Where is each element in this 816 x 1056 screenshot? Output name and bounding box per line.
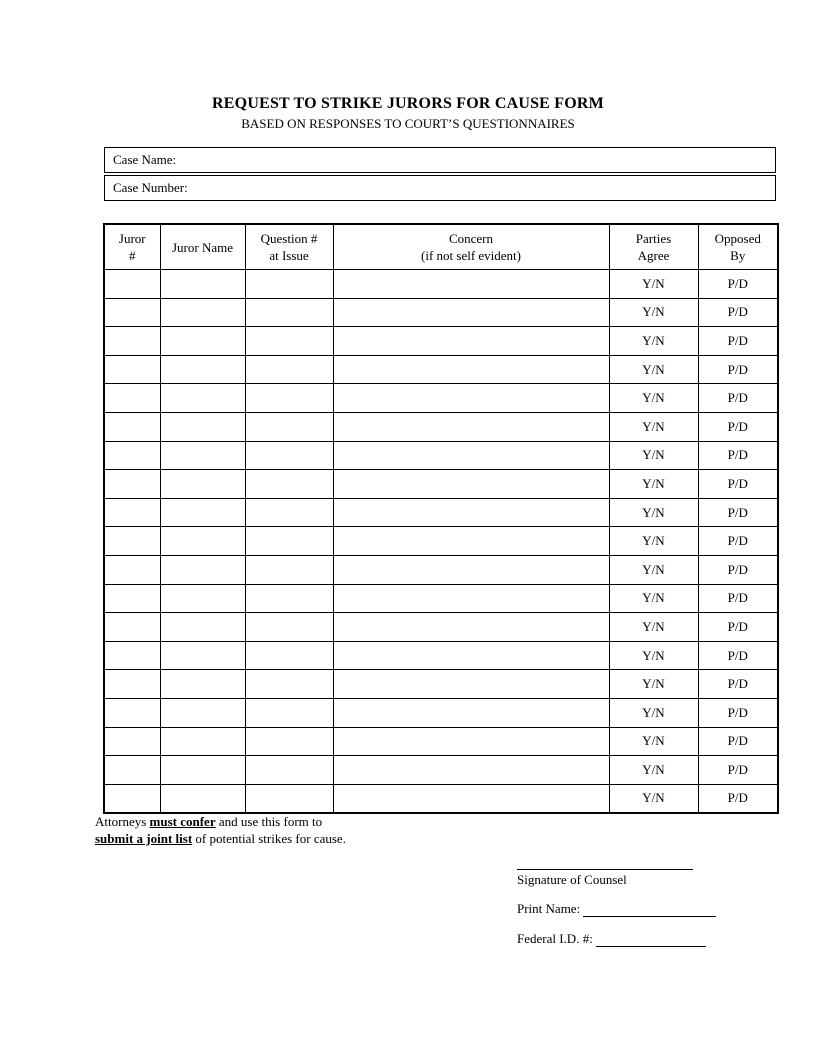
cell-concern xyxy=(333,412,609,441)
cell-concern xyxy=(333,441,609,470)
cell-opposed-by: P/D xyxy=(698,527,778,556)
table-row xyxy=(104,527,778,556)
cell-parties-agree: Y/N xyxy=(609,470,698,499)
table-header-row xyxy=(104,224,778,270)
cell-concern xyxy=(333,355,609,384)
col-header-concern: Concern (if not self evident) xyxy=(333,224,609,270)
table-row xyxy=(104,756,778,785)
cell-concern xyxy=(333,584,609,613)
cell-opposed-by: P/D xyxy=(698,555,778,584)
cell-parties-agree: Y/N xyxy=(609,613,698,642)
cell-juror-number xyxy=(104,441,160,470)
table-row xyxy=(104,270,778,299)
cell-concern xyxy=(333,727,609,756)
col-header-juror-name: Juror Name xyxy=(160,224,245,270)
cell-concern xyxy=(333,327,609,356)
cell-juror-number xyxy=(104,756,160,785)
cell-opposed-by: P/D xyxy=(698,270,778,299)
cell-question-at-issue xyxy=(245,384,333,413)
note-must-confer: must confer xyxy=(149,814,216,829)
cell-concern xyxy=(333,270,609,299)
juror-table-body xyxy=(104,270,778,814)
page-subtitle: BASED ON RESPONSES TO COURT’S QUESTIONNAIRES xyxy=(241,116,575,131)
cell-opposed-by: P/D xyxy=(698,412,778,441)
cell-juror-name xyxy=(160,555,245,584)
cell-concern xyxy=(333,756,609,785)
cell-juror-name xyxy=(160,756,245,785)
cell-juror-name xyxy=(160,298,245,327)
table-row xyxy=(104,412,778,441)
cell-juror-number xyxy=(104,470,160,499)
cell-parties-agree: Y/N xyxy=(609,756,698,785)
table-row xyxy=(104,670,778,699)
case-name-field xyxy=(104,147,776,173)
table-row xyxy=(104,698,778,727)
cell-juror-number xyxy=(104,555,160,584)
signature-line xyxy=(517,856,693,870)
case-name-label: Case Name: xyxy=(113,152,177,167)
case-number-value xyxy=(188,176,775,200)
table-row xyxy=(104,355,778,384)
cell-concern xyxy=(333,527,609,556)
cell-juror-number xyxy=(104,384,160,413)
cell-juror-name xyxy=(160,670,245,699)
cell-concern xyxy=(333,698,609,727)
federal-id-line xyxy=(596,933,706,947)
table-row xyxy=(104,327,778,356)
cell-concern xyxy=(333,784,609,813)
cell-question-at-issue xyxy=(245,670,333,699)
note-text: of potential strikes for cause. xyxy=(192,831,346,846)
cell-juror-number xyxy=(104,355,160,384)
cell-parties-agree: Y/N xyxy=(609,527,698,556)
cell-question-at-issue xyxy=(245,355,333,384)
cell-juror-number xyxy=(104,670,160,699)
table-row xyxy=(104,784,778,813)
cell-juror-name xyxy=(160,355,245,384)
cell-question-at-issue xyxy=(245,298,333,327)
cell-question-at-issue xyxy=(245,641,333,670)
cell-juror-name xyxy=(160,613,245,642)
table-row xyxy=(104,298,778,327)
case-number-field xyxy=(104,175,776,201)
cell-opposed-by: P/D xyxy=(698,498,778,527)
cell-juror-number xyxy=(104,412,160,441)
cell-juror-number xyxy=(104,698,160,727)
print-name-row xyxy=(517,901,716,918)
federal-id-row xyxy=(517,931,716,948)
print-name-line xyxy=(583,903,716,917)
cell-question-at-issue xyxy=(245,470,333,499)
cell-juror-name xyxy=(160,441,245,470)
cell-question-at-issue xyxy=(245,584,333,613)
cell-opposed-by: P/D xyxy=(698,327,778,356)
cell-concern xyxy=(333,670,609,699)
signature-of-counsel-label: Signature of Counsel xyxy=(517,872,627,887)
cell-parties-agree: Y/N xyxy=(609,412,698,441)
cell-juror-number xyxy=(104,784,160,813)
cell-question-at-issue xyxy=(245,270,333,299)
confer-note xyxy=(95,813,346,847)
cell-question-at-issue xyxy=(245,555,333,584)
cell-question-at-issue xyxy=(245,412,333,441)
cell-question-at-issue xyxy=(245,784,333,813)
cell-juror-name xyxy=(160,412,245,441)
cell-parties-agree: Y/N xyxy=(609,698,698,727)
cell-concern xyxy=(333,298,609,327)
cell-parties-agree: Y/N xyxy=(609,441,698,470)
cell-concern xyxy=(333,498,609,527)
cell-question-at-issue xyxy=(245,698,333,727)
cell-question-at-issue xyxy=(245,613,333,642)
cell-parties-agree: Y/N xyxy=(609,584,698,613)
table-row xyxy=(104,641,778,670)
cell-parties-agree: Y/N xyxy=(609,498,698,527)
cell-parties-agree: Y/N xyxy=(609,298,698,327)
cell-juror-number xyxy=(104,584,160,613)
table-row xyxy=(104,384,778,413)
federal-id-label: Federal I.D. #: xyxy=(517,931,593,946)
col-header-question-at-issue: Question # at Issue xyxy=(245,224,333,270)
cell-question-at-issue xyxy=(245,756,333,785)
cell-question-at-issue xyxy=(245,527,333,556)
juror-strike-table xyxy=(103,223,779,814)
signature-block xyxy=(517,856,716,948)
case-number-label: Case Number: xyxy=(113,180,188,195)
cell-juror-number xyxy=(104,298,160,327)
cell-juror-name xyxy=(160,327,245,356)
cell-parties-agree: Y/N xyxy=(609,727,698,756)
cell-opposed-by: P/D xyxy=(698,441,778,470)
cell-opposed-by: P/D xyxy=(698,698,778,727)
cell-concern xyxy=(333,384,609,413)
cell-parties-agree: Y/N xyxy=(609,555,698,584)
cell-juror-name xyxy=(160,784,245,813)
cell-opposed-by: P/D xyxy=(698,384,778,413)
cell-concern xyxy=(333,613,609,642)
cell-opposed-by: P/D xyxy=(698,727,778,756)
case-name-value xyxy=(176,148,775,172)
note-text: Attorneys xyxy=(95,814,150,829)
cell-juror-number xyxy=(104,498,160,527)
cell-juror-name xyxy=(160,470,245,499)
table-row xyxy=(104,613,778,642)
cell-concern xyxy=(333,555,609,584)
cell-parties-agree: Y/N xyxy=(609,270,698,299)
cell-opposed-by: P/D xyxy=(698,584,778,613)
cell-concern xyxy=(333,470,609,499)
table-row xyxy=(104,555,778,584)
table-row xyxy=(104,584,778,613)
table-row xyxy=(104,498,778,527)
col-header-opposed-by: Opposed By xyxy=(698,224,778,270)
cell-parties-agree: Y/N xyxy=(609,384,698,413)
cell-juror-name xyxy=(160,270,245,299)
cell-opposed-by: P/D xyxy=(698,613,778,642)
cell-opposed-by: P/D xyxy=(698,784,778,813)
cell-question-at-issue xyxy=(245,727,333,756)
cell-juror-number xyxy=(104,641,160,670)
page-title: REQUEST TO STRIKE JURORS FOR CAUSE FORM xyxy=(212,95,604,112)
table-row xyxy=(104,727,778,756)
cell-juror-name xyxy=(160,498,245,527)
cell-parties-agree: Y/N xyxy=(609,641,698,670)
table-row xyxy=(104,441,778,470)
cell-opposed-by: P/D xyxy=(698,756,778,785)
cell-juror-name xyxy=(160,384,245,413)
cell-question-at-issue xyxy=(245,441,333,470)
cell-parties-agree: Y/N xyxy=(609,670,698,699)
cell-opposed-by: P/D xyxy=(698,470,778,499)
cell-juror-number xyxy=(104,613,160,642)
cell-juror-name xyxy=(160,641,245,670)
cell-opposed-by: P/D xyxy=(698,298,778,327)
cell-juror-name xyxy=(160,698,245,727)
cell-concern xyxy=(333,641,609,670)
col-header-parties-agree: Parties Agree xyxy=(609,224,698,270)
cell-question-at-issue xyxy=(245,327,333,356)
cell-parties-agree: Y/N xyxy=(609,355,698,384)
cell-opposed-by: P/D xyxy=(698,355,778,384)
cell-juror-number xyxy=(104,327,160,356)
cell-opposed-by: P/D xyxy=(698,670,778,699)
print-name-label: Print Name: xyxy=(517,901,581,916)
cell-juror-name xyxy=(160,727,245,756)
cell-juror-number xyxy=(104,527,160,556)
cell-juror-number xyxy=(104,270,160,299)
cell-juror-number xyxy=(104,727,160,756)
table-row xyxy=(104,470,778,499)
cell-juror-name xyxy=(160,584,245,613)
note-submit-joint-list: submit a joint list xyxy=(95,831,193,846)
cell-parties-agree: Y/N xyxy=(609,784,698,813)
cell-opposed-by: P/D xyxy=(698,641,778,670)
col-header-juror-number: Juror # xyxy=(104,224,160,270)
cell-question-at-issue xyxy=(245,498,333,527)
cell-juror-name xyxy=(160,527,245,556)
cell-parties-agree: Y/N xyxy=(609,327,698,356)
note-text: and use this form to xyxy=(215,814,323,829)
